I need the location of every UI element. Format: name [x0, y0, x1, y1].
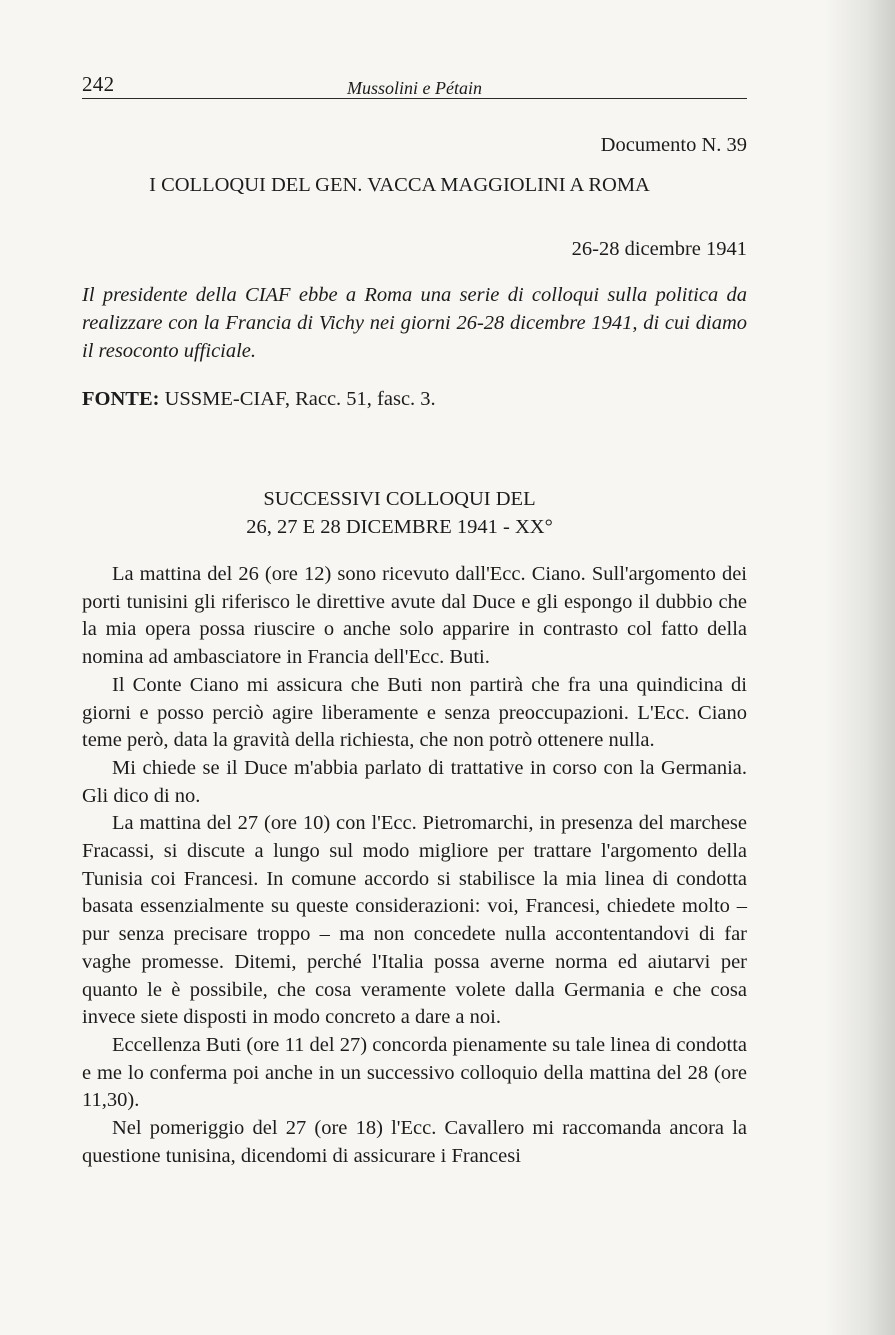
page-edge-shadow: [825, 0, 895, 1335]
document-date: 26-28 dicembre 1941: [571, 238, 747, 260]
running-header: [82, 70, 747, 99]
book-page: [82, 70, 747, 1170]
document-source: [82, 385, 747, 413]
body-text: [82, 561, 747, 1170]
document-summary: Il presidente della CIAF ebbe a Roma una serie di colloqui sulla politica da realizzare con la Francia di Vichy nei giorni 26-28 dicembre 1941, di cui diamo il resoconto ufficiale.: [82, 284, 747, 362]
paragraph: La mattina del 27 (ore 10) con l'Ecc. Pietromarchi, in presenza del marchese Fracassi, si discute a lungo sul modo migliore per trattare l'argomento della Tunisia coi Francesi. In comune accordo si stabilisce la mia linea di condotta basata essenzialmente su queste considerazioni: voi, Francesi, chiedete molto – pur senza precisare troppo – ma non concedete nulla accontentandovi di far vaghe promesse. Ditemi, perché l'Italia possa averne norma ed aiutarvi per quanto le è possibile, che cosa veramente volete dalla Germania e che cosa invece siete disposti in modo concreto a dare a noi.: [82, 812, 747, 1029]
running-title: Mussolini e Pétain: [347, 78, 482, 98]
paragraph: Nel pomeriggio del 27 (ore 18) l'Ecc. Cavallero mi raccomanda ancora la questione tunisina, dicendomi di assicurare i Francesi: [82, 1117, 747, 1167]
source-label: FONTE:: [82, 388, 160, 410]
paragraph: Eccellenza Buti (ore 11 del 27) concorda pienamente su tale linea di condotta e me lo conferma poi anche in un successivo colloquio della mattina del 28 (ore 11,30).: [82, 1033, 747, 1112]
source-text: USSME-CIAF, Racc. 51, fasc. 3.: [164, 388, 436, 410]
section-title: [82, 485, 747, 541]
paragraph: La mattina del 26 (ore 12) sono ricevuto dall'Ecc. Ciano. Sull'argomento dei porti tunisini gli riferisco le direttive avute dal Duce e gli espongo il dubbio che la mia opera possa riuscire o anche solo apparire in contrasto col fatto della nomina ad ambasciatore in Francia dell'Ecc. Buti.: [82, 563, 747, 669]
section-title-line-1: SUCCESSIVI COLLOQUI DEL: [263, 488, 536, 510]
document-number: Documento N. 39: [600, 134, 747, 156]
document-title: I COLLOQUI DEL GEN. VACCA MAGGIOLINI A ROMA: [149, 174, 650, 196]
paragraph: Il Conte Ciano mi assicura che Buti non partirà che fra una quindicina di giorni e posso perciò agire liberamente e senza preoccupazioni. L'Ecc. Ciano teme però, data la gravità della richiesta, che non potrò ottenere nulla.: [82, 673, 747, 752]
paragraph: Mi chiede se il Duce m'abbia parlato di trattative in corso con la Germania. Gli dico di no.: [82, 756, 747, 807]
section-title-line-2: 26, 27 E 28 DICEMBRE 1941 - XX°: [246, 516, 553, 538]
page-number: 242: [82, 72, 115, 96]
